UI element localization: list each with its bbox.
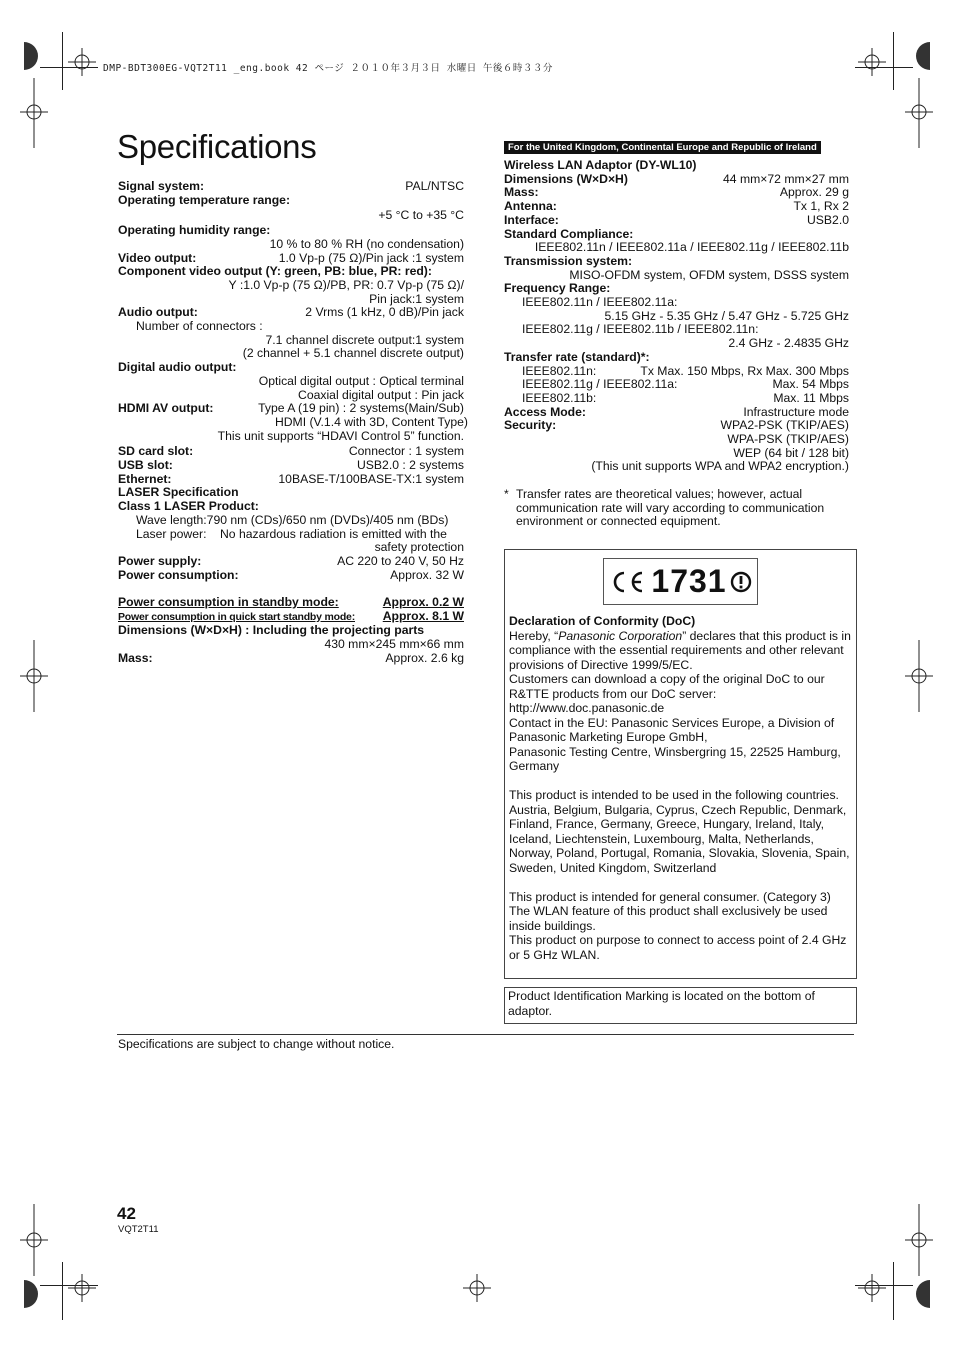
- doc-title: Declaration of Conformity (DoC): [509, 614, 696, 628]
- spec-signal-system: Signal system: PAL/NTSC: [118, 179, 464, 193]
- declaration-box: [504, 549, 857, 979]
- wlan-transmission-value: MISO-OFDM system, OFDM system, DSSS system: [569, 267, 849, 282]
- wlan-frequency: Frequency Range:: [504, 281, 611, 296]
- wlan-frequency-value1: 5.15 GHz - 5.35 GHz / 5.47 GHz - 5.725 GHz: [604, 308, 849, 323]
- spec-laser-class: Class 1 LASER Product:: [118, 499, 259, 514]
- spec-dimensions: Dimensions (W×D×H) : Including the projecting parts: [118, 623, 425, 638]
- spec-mass: Mass: Approx. 2.6 kg: [118, 650, 464, 665]
- document-code: VQT2T11: [118, 1224, 159, 1235]
- spec-power-supply: Power supply: AC 220 to 240 V, 50 Hz: [118, 553, 464, 568]
- file-header: DMP-BDT300EG-VQT2T11 _eng.book 42 ページ ２０１０年３月３日 水曜日 午後６時３３分: [103, 63, 553, 74]
- wlan-interface: Interface: USB2.0: [504, 212, 849, 227]
- doc-statement: Hereby, “Panasonic Corporation” declares that this product is in compliance with the essential requirements and other relevant provisions of Directive 1999/5/EC.: [509, 628, 851, 672]
- spec-operating-humidity: Operating humidity range:: [118, 223, 271, 238]
- wlan-transfer-ga: IEEE802.11g / IEEE802.11a: Max. 54 Mbps: [522, 377, 849, 392]
- wlan-frequency-value2: 2.4 GHz - 2.4835 GHz: [728, 336, 849, 351]
- ce-mark: [603, 558, 758, 605]
- countries-intro: This product is intended to be used in the following countries.: [509, 788, 839, 802]
- ce-number: 1731: [651, 563, 727, 600]
- spec-operating-temperature: Operating temperature range:: [118, 192, 291, 207]
- spec-laser-power: Laser power: No hazardous radiation is emitted with the: [136, 526, 447, 541]
- wlan-security: Security: WPA2-PSK (TKIP/AES): [504, 418, 849, 433]
- spec-digital-audio: Digital audio output:: [118, 360, 237, 375]
- marking-box: [504, 987, 857, 1024]
- wlan-transfer-b: IEEE802.11b: Max. 11 Mbps: [522, 390, 849, 405]
- spec-operating-temperature-value: +5 °C to +35 °C: [378, 208, 464, 223]
- wlan-compliance-value: IEEE802.11n / IEEE802.11a / IEEE802.11g / IEEE802.11b: [534, 240, 849, 255]
- spec-laser: LASER Specification: [118, 485, 239, 500]
- marking-note: Product Identification Marking is located on the bottom of adaptor.: [508, 989, 815, 1018]
- wlan-compliance: Standard Compliance:: [504, 226, 634, 241]
- doc-address: Panasonic Testing Centre, Winsbergring 15, 22525 Hamburg, Germany: [509, 744, 841, 773]
- wlan-security-wep: WEP (64 bit / 128 bit): [733, 445, 849, 460]
- wlan-security-wpa: WPA-PSK (TKIP/AES): [727, 432, 849, 447]
- spec-wave-length: Wave length:790 nm (CDs)/650 nm (DVDs)/405 nm (BDs): [136, 512, 449, 527]
- spec-digital-audio-coaxial: Coaxial digital output : Pin jack: [298, 387, 464, 402]
- spec-video-output: Video output: 1.0 Vp-p (75 Ω)/Pin jack :1 system: [118, 250, 464, 265]
- wlan-frequency-label1: IEEE802.11n / IEEE802.11a:: [522, 295, 678, 310]
- spec-quick-standby: Power consumption in quick start standby mode: Approx. 8.1 W: [118, 608, 464, 623]
- change-notice: Specifications are subject to change without notice.: [118, 1037, 395, 1051]
- spec-component-video: Component video output (Y: green, PB: blue, PR: red):: [118, 264, 432, 279]
- page-number: 42: [117, 1204, 136, 1223]
- footer-divider: [117, 1034, 854, 1035]
- access-point-note: This product on purpose to connect to access point of 2.4 GHz or 5 GHz WLAN.: [509, 933, 847, 962]
- spec-dimensions-value: 430 mm×245 mm×66 mm: [324, 637, 464, 652]
- spec-hdmi: HDMI AV output: Type A (19 pin) : 2 systems(Main/Sub): [118, 401, 464, 416]
- spec-hdmi-version: HDMI (V.1.4 with 3D, Content Type): [274, 414, 468, 429]
- spec-power-consumption: Power consumption: Approx. 32 W: [118, 567, 464, 582]
- wlan-transmission: Transmission system:: [504, 253, 633, 268]
- wlan-access-mode: Access Mode: Infrastructure mode: [504, 404, 849, 419]
- ce-mark-icon: [609, 570, 645, 594]
- doc-contact: Contact in the EU: Panasonic Services Europe, a Division of Panasonic Marketing Europe GmbH,: [509, 715, 835, 744]
- spec-digital-audio-optical: Optical digital output : Optical terminal: [258, 373, 464, 388]
- wlan-dimensions: Dimensions (W×D×H) 44 mm×72 mm×27 mm: [504, 171, 849, 186]
- spec-component-video-value2: Pin jack:1 system: [369, 291, 464, 306]
- spec-audio-connectors-value2: (2 channel + 5.1 channel discrete output): [242, 346, 464, 361]
- doc-url: http://www.doc.panasonic.de: [509, 701, 665, 715]
- wlan-transfer-n: IEEE802.11n: Tx Max. 150 Mbps, Rx Max. 300 Mbps: [522, 363, 849, 378]
- spec-standby: Power consumption in standby mode: Approx. 0.2 W: [118, 595, 464, 610]
- spec-component-video-value: Y :1.0 Vp-p (75 Ω)/PB, PR: 0.7 Vp-p (75 Ω)/: [228, 277, 464, 292]
- wlan-adaptor-title: Wireless LAN Adaptor (DY-WL10): [504, 158, 697, 172]
- spec-usb: USB slot: USB2.0 : 2 systems: [118, 458, 464, 473]
- spec-operating-humidity-value: 10 % to 80 % RH (no condensation): [269, 236, 464, 251]
- page-title: Specifications: [117, 128, 317, 165]
- spec-ethernet: Ethernet: 10BASE-T/100BASE-TX:1 system: [118, 471, 464, 486]
- spec-audio-output: Audio output: 2 Vrms (1 kHz, 0 dB)/Pin jack: [118, 305, 464, 320]
- wlan-transfer: Transfer rate (standard)*:: [504, 349, 650, 364]
- spec-sd-card: SD card slot: Connector : 1 system: [118, 444, 464, 459]
- wlan-specifications: [504, 159, 849, 529]
- consumer-note: This product is intended for general consumer. (Category 3) The WLAN feature of this product shall exclusively be used inside buildings.: [509, 889, 831, 933]
- countries-list: Austria, Belgium, Bulgaria, Cyprus, Czech Republic, Denmark, Finland, France, Germany, Greece, Hungary, Ireland, Italy, Iceland, Liechtenstein, Luxembourg, Malta, Netherlands, Norway, Poland, Portugal, Romania, Slovakia, Slovenia, Spain, Sweden, United Kingdom, Switzerland: [509, 802, 850, 875]
- transfer-footnote: * Transfer rates are theoretical values; however, actual communication rate will vary according to communication environment or connected equipment.: [504, 486, 825, 529]
- wlan-antenna: Antenna: Tx 1, Rx 2: [504, 199, 849, 214]
- wlan-mass: Mass: Approx. 29 g: [504, 185, 849, 200]
- main-specifications: [118, 179, 468, 666]
- region-banner: For the United Kingdom, Continental Europe and Republic of Ireland: [504, 137, 821, 155]
- alert-icon: [730, 571, 752, 593]
- spec-audio-connectors: Number of connectors :: [136, 319, 263, 334]
- wlan-frequency-label2: IEEE802.11g / IEEE802.11b / IEEE802.11n:: [522, 322, 759, 337]
- wlan-security-note: (This unit supports WPA and WPA2 encryption.): [591, 459, 849, 474]
- doc-download: Customers can download a copy of the original DoC to our R&TTE products from our DoC server:: [509, 672, 825, 701]
- spec-audio-connectors-value: 7.1 channel discrete output:1 system: [265, 332, 464, 347]
- spec-hdmi-hdavi: This unit supports “HDAVI Control 5” function.: [217, 428, 464, 443]
- spec-laser-power2: safety protection: [374, 540, 464, 555]
